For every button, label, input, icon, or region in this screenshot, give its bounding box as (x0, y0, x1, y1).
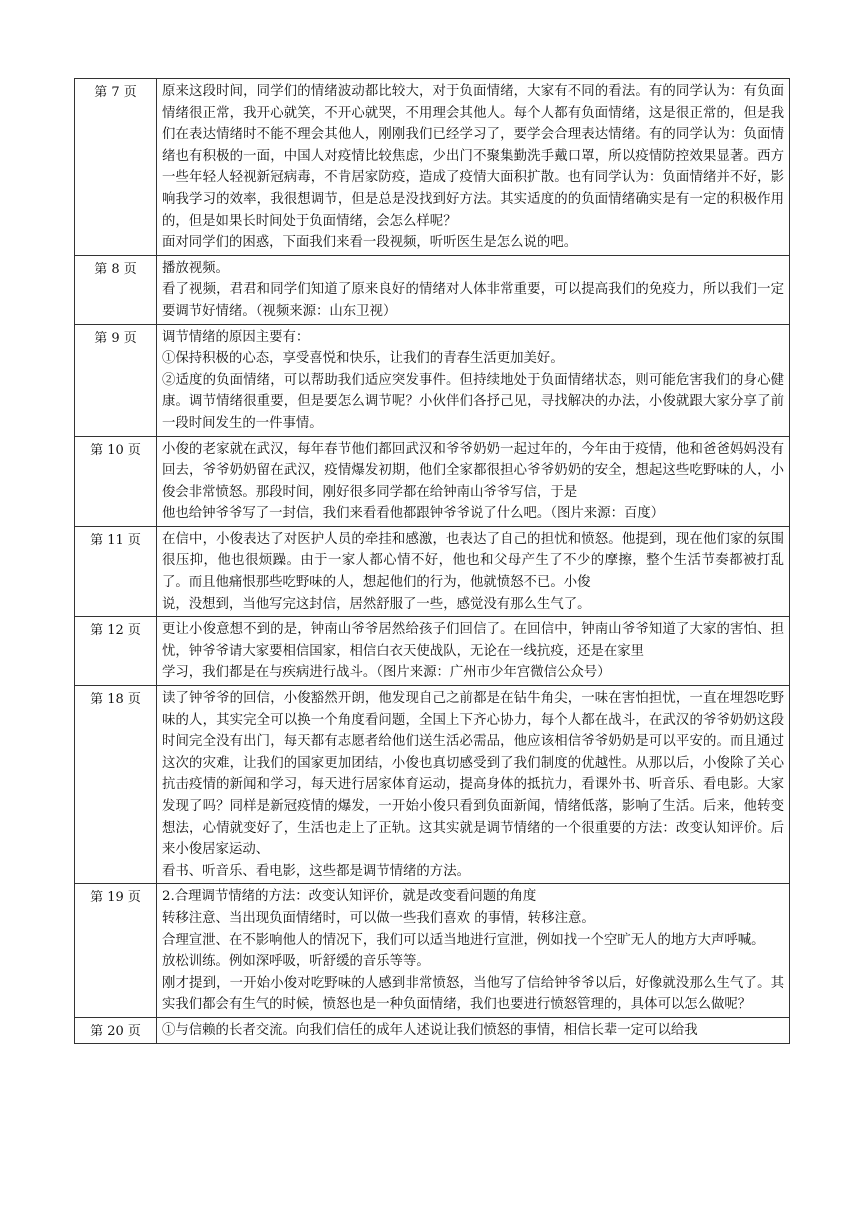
content-paragraph: 说，没想到，当他写完这封信，居然舒服了一些，感觉没有那么生气了。 (162, 596, 591, 612)
page-number-cell: 第 18 页 (75, 686, 157, 884)
page-number-cell: 第 8 页 (75, 255, 157, 324)
table-row (75, 526, 790, 616)
content-cell (157, 1017, 790, 1043)
content-paragraph: ①与信赖的长者交流。向我们信任的成年人述说让我们愤怒的事情，相信长辈一定可以给我 (162, 1022, 698, 1038)
table-row (75, 1017, 790, 1043)
page-number-cell: 第 11 页 (75, 526, 157, 616)
content-paragraph: 看书、听音乐、看电影，这些都是调节情绪的方法。 (162, 863, 470, 879)
page-number-cell: 第 10 页 (75, 436, 157, 526)
content-paragraph: 刚才提到，一开始小俊对吃野味的人感到非常愤怒，当他写了信给钟爷爷以后，好像就没那么生气了。其实我们都会有生气的时候，愤怒也是一种负面情绪，我们也要进行愤怒管理的，具体可以怎么做呢？ (162, 975, 784, 1013)
table-row (75, 884, 790, 1018)
table-row (75, 686, 790, 884)
table-row (75, 324, 790, 436)
content-paragraph: 2.合理调节情绪的方法：改变认知评价，就是改变看问题的角度 (162, 889, 537, 905)
page-number-cell: 第 7 页 (75, 79, 157, 256)
page-number-cell: 第 19 页 (75, 884, 157, 1018)
content-cell (157, 324, 790, 436)
page-number-cell: 第 20 页 (75, 1017, 157, 1043)
table-row (75, 255, 790, 324)
content-paragraph: 他也给钟爷爷写了一封信，我们来看看他都跟钟爷爷说了什么吧。（图片来源：百度） (162, 506, 665, 522)
content-paragraph: 原来这段时间，同学们的情绪波动都比较大，对于负面情绪，大家有不同的看法。有的同学认为：有负面情绪很正常，我开心就笑，不开心就哭，不用理会其他人。每个人都有负面情绪，这是很正常的，但是我们在表达情绪时不能不理会其他人，刚刚我们已经学习了，要学会合理表达情绪。有的同学认为：负面情绪也有积极的一面，中国人对疫情比较焦虑，少出门不聚集勤洗手戴口罩，所以疫情防控效果显著。西方一些年轻人轻视新冠病毒，不肯居家防疫，造成了疫情大面积扩散。也有同学认为：负面情绪并不好，影响我学习的效率，我很想调节，但是总是没找到好方法。其实适度的的负面情绪确实是有一定的积极作用的，但是如果长时间处于负面情绪，会怎么样呢？ (162, 84, 784, 229)
lesson-table (74, 78, 790, 1044)
page-number-cell: 第 12 页 (75, 617, 157, 686)
content-paragraph: ②适度的负面情绪，可以帮助我们适应突发事件。但持续地处于负面情绪状态，则可能危害我们的身心健康。调节情绪很重要，但是要怎么调节呢？小伙伴们各抒己见，寻找解决的办法，小俊就跟大家分享了前一段时间发生的一件事情。 (162, 372, 784, 431)
content-paragraph: 转移注意、当出现负面情绪时，可以做一些我们喜欢 的事情，转移注意。 (162, 910, 595, 926)
content-paragraph: ①保持积极的心态，享受喜悦和快乐，让我们的青春生活更加美好。 (162, 351, 564, 367)
content-paragraph: 在信中，小俊表达了对医护人员的牵挂和感激，也表达了自己的担忧和愤怒。他提到，现在他们家的氛围很压抑，他也很烦躁。由于一家人都心情不好，他也和父母产生了不少的摩擦，整个生活节奏都被打乱了。而且他痛恨那些吃野味的人，想起他们的行为，他就愤怒不已。小俊 (162, 531, 784, 591)
content-cell (157, 526, 790, 616)
content-paragraph: 播放视频。 (162, 260, 229, 276)
content-cell (157, 436, 790, 526)
content-paragraph: 合理宣泄、在不影响他人的情况下，我们可以适当地进行宣泄，例如找一个空旷无人的地方大声呼喊。 (162, 932, 765, 948)
content-paragraph: 面对同学们的困惑，下面我们来看一段视频，听听医生是怎么说的吧。 (162, 235, 578, 251)
content-cell (157, 79, 790, 256)
content-cell (157, 255, 790, 324)
content-paragraph: 更让小俊意想不到的是，钟南山爷爷居然给孩子们回信了。在回信中，钟南山爷爷知道了大家的害怕、担忧，钟爷爷请大家要相信国家，相信白衣天使战队，无论在一线抗疫，还是在家里 (162, 622, 784, 659)
page-number-cell: 第 9 页 (75, 324, 157, 436)
content-paragraph: 学习，我们都是在与疾病进行战斗。（图片来源：广州市少年宫微信公众号） (162, 665, 611, 681)
content-paragraph: 读了钟爷爷的回信，小俊豁然开朗，他发现自己之前都是在钻牛角尖，一味在害怕担忧，一直在埋怨吃野味的人，其实完全可以换一个角度看问题，全国上下齐心协力，每个人都在战斗，在武汉的爷爷奶奶这段时间完全没有出门，每天都有志愿者给他们送生活必需品，他应该相信爷爷奶奶是可以平安的。而且通过这次的灾难，让我们的国家更加团结，小俊也真切感受到了我们制度的优越性。从那以后，小俊除了关心抗击疫情的新闻和学习，每天进行居家体育运动，提高身体的抵抗力，看课外书、听音乐、看电影。大家发现了吗？同样是新冠疫情的爆发，一开始小俊只看到负面新闻，情绪低落，影响了生活。后来，他转变想法，心情就变好了，生活也走上了正轨。这其实就是调节情绪的一个很重要的方法：改变认知评价。后来小俊居家运动、 (162, 691, 784, 858)
content-paragraph: 调节情绪的原因主要有： (162, 329, 310, 345)
table-row (75, 79, 790, 256)
content-paragraph: 小俊的老家就在武汉，每年春节他们都回武汉和爷爷奶奶一起过年的，今年由于疫情，他和爸爸妈妈没有回去，爷爷奶奶留在武汉，疫情爆发初期，他们全家都很担心爷爷奶奶的安全，想起这些吃野味的人，小俊会非常愤怒。那段时间，刚好很多同学都在给钟南山爷爷写信，于是 (162, 441, 784, 500)
content-paragraph: 看了视频，君君和同学们知道了原来良好的情绪对人体非常重要，可以提高我们的免疫力，所以我们一定要调节好情绪。（视频来源：山东卫视） (162, 282, 784, 319)
content-paragraph: 放松训练。例如深呼吸，听舒缓的音乐等等。 (162, 954, 430, 970)
content-cell (157, 617, 790, 686)
content-cell (157, 884, 790, 1018)
table-row (75, 617, 790, 686)
table-row (75, 436, 790, 526)
content-cell (157, 686, 790, 884)
